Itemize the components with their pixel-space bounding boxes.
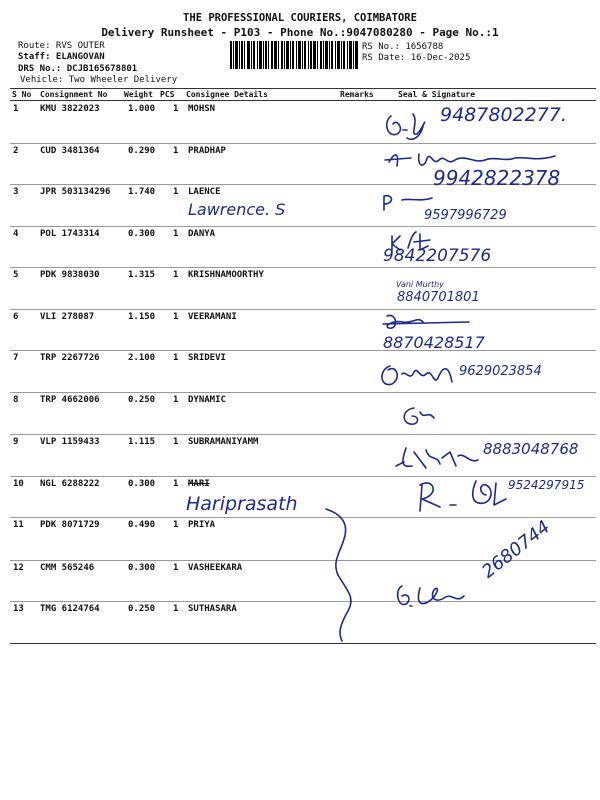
- row-divider: [10, 226, 596, 227]
- row-consignment-no: VLI 278087: [40, 312, 95, 322]
- row-consignment-no: VLP 1159433: [40, 437, 100, 447]
- table-bottom-rule: [10, 643, 596, 644]
- handwritten-row-10-name: Hariprasath: [186, 493, 298, 515]
- row-consignment-no: TRP 2267726: [40, 353, 100, 363]
- col-header-pcs: PCS: [160, 90, 175, 99]
- table-top-rule: [10, 88, 596, 89]
- handwritten-row-6: 8870428517: [383, 333, 485, 352]
- signature-row-7: [378, 358, 458, 392]
- row-pcs: 1: [173, 146, 179, 156]
- row-weight: 1.115: [128, 437, 156, 447]
- row-sno: 12: [13, 563, 24, 573]
- drs-label: DRS No.: DCJB165678801: [18, 64, 138, 74]
- row-consignment-no: POL 1743314: [40, 229, 100, 239]
- row-consignee: MOHSN: [188, 104, 216, 114]
- company-title: THE PROFESSIONAL COURIERS, COIMBATORE: [183, 12, 417, 24]
- table-header-rule: [10, 100, 596, 101]
- signature-row-8: [400, 404, 440, 430]
- row-weight: 2.100: [128, 353, 156, 363]
- row-weight: 1.000: [128, 104, 156, 114]
- vehicle-label: Vehicle: Two Wheeler Delivery: [20, 75, 178, 85]
- row-pcs: 1: [173, 312, 179, 322]
- row-pcs: 1: [173, 604, 179, 614]
- row-divider: [10, 267, 596, 268]
- col-header-weight: Weight: [124, 90, 153, 99]
- row-consignee: VEERAMANI: [188, 312, 237, 322]
- handwritten-row-5-name: Vani Murthy: [396, 280, 444, 289]
- row-consignee: MARI: [188, 479, 210, 489]
- ditto-bracket: [318, 505, 368, 645]
- signature-row-9: [392, 444, 482, 474]
- row-consignee: SUBRAMANIYAMM: [188, 437, 259, 447]
- row-pcs: 1: [173, 479, 179, 489]
- col-header-sno: S No: [12, 90, 32, 99]
- handwritten-row-5-phone: 8840701801: [397, 290, 480, 305]
- row-consignment-no: TRP 4662006: [40, 395, 100, 405]
- row-pcs: 1: [173, 353, 179, 363]
- row-weight: 0.290: [128, 146, 156, 156]
- runsheet-subtitle: Delivery Runsheet - P103 - Phone No.:9047080280 - Page No.:1: [101, 26, 499, 39]
- row-divider: [10, 434, 596, 435]
- row-weight: 0.250: [128, 395, 156, 405]
- col-header-consignee: Consignee Details: [186, 90, 268, 99]
- row-sno: 5: [13, 270, 19, 280]
- row-pcs: 1: [173, 520, 179, 530]
- row-divider: [10, 392, 596, 393]
- row-weight: 0.300: [128, 229, 156, 239]
- row-divider: [10, 601, 596, 602]
- row-consignee: LAENCE: [188, 187, 221, 197]
- rs-date: RS Date: 16-Dec-2025: [362, 53, 471, 63]
- row-divider: [10, 517, 596, 518]
- row-consignment-no: KMU 3822023: [40, 104, 100, 114]
- staff-label: Staff: ELANGOVAN: [18, 52, 105, 62]
- handwritten-row-7: 9629023854: [459, 364, 542, 379]
- row-sno: 7: [13, 353, 19, 363]
- row-divider: [10, 309, 596, 310]
- row-sno: 1: [13, 104, 19, 114]
- row-consignment-no: PDK 9838030: [40, 270, 100, 280]
- handwritten-row-3-name: Lawrence. S: [188, 200, 286, 219]
- signature-row-13: [394, 578, 474, 614]
- row-weight: 0.490: [128, 520, 156, 530]
- row-pcs: 1: [173, 395, 179, 405]
- row-pcs: 1: [173, 437, 179, 447]
- route-label: Route: RVS OUTER: [18, 41, 105, 51]
- signature-row-1: [383, 108, 443, 142]
- barcode-image: [230, 41, 358, 69]
- handwritten-row-4: 9842207576: [383, 246, 492, 266]
- row-consignment-no: CUD 3481364: [40, 146, 100, 156]
- row-consignee: SRIDEVI: [188, 353, 226, 363]
- row-sno: 11: [13, 520, 24, 530]
- row-consignment-no: TMG 6124764: [40, 604, 100, 614]
- row-pcs: 1: [173, 270, 179, 280]
- handwritten-row-9: 8883048768: [483, 440, 579, 458]
- row-sno: 3: [13, 187, 19, 197]
- row-consignment-no: NGL 6288222: [40, 479, 100, 489]
- handwritten-row-2: 9942822378: [433, 166, 561, 190]
- row-pcs: 1: [173, 229, 179, 239]
- handwritten-row-3-phone: 9597996729: [424, 208, 507, 223]
- row-weight: 0.250: [128, 604, 156, 614]
- row-pcs: 1: [173, 563, 179, 573]
- row-weight: 1.740: [128, 187, 156, 197]
- row-consignment-no: PDK 8071729: [40, 520, 100, 530]
- row-sno: 6: [13, 312, 19, 322]
- row-sno: 13: [13, 604, 24, 614]
- signature-row-6: [383, 312, 473, 332]
- col-header-consignment: Consignment No: [40, 90, 108, 99]
- row-consignment-no: CMM 565246: [40, 563, 95, 573]
- handwritten-row-10-phone: 9524297915: [508, 478, 585, 492]
- row-consignee: PRADHAP: [188, 146, 226, 156]
- signature-row-10: [410, 475, 520, 517]
- row-consignee: PRIYA: [188, 520, 216, 530]
- col-header-remarks: Remarks: [340, 90, 374, 99]
- row-consignment-no: JPR 503134296: [40, 187, 111, 197]
- row-sno: 10: [13, 479, 24, 489]
- row-sno: 8: [13, 395, 19, 405]
- row-pcs: 1: [173, 104, 179, 114]
- row-weight: 0.300: [128, 479, 156, 489]
- row-weight: 1.315: [128, 270, 156, 280]
- handwritten-row-1: 9487802277.: [440, 104, 567, 126]
- row-sno: 4: [13, 229, 19, 239]
- row-weight: 0.300: [128, 563, 156, 573]
- row-sno: 2: [13, 146, 19, 156]
- row-divider: [10, 143, 596, 144]
- row-divider: [10, 350, 596, 351]
- row-consignee: DYNAMIC: [188, 395, 226, 405]
- row-consignee: DANYA: [188, 229, 216, 239]
- row-consignee: SUTHASARA: [188, 604, 237, 614]
- row-consignee: VASHEEKARA: [188, 563, 243, 573]
- row-pcs: 1: [173, 187, 179, 197]
- row-weight: 1.150: [128, 312, 156, 322]
- rs-number: RS No.: 1656788: [362, 42, 444, 52]
- row-consignee: KRISHNAMOORTHY: [188, 270, 264, 280]
- row-sno: 9: [13, 437, 19, 447]
- handwritten-row-13: 2680744: [478, 516, 555, 583]
- col-header-signature: Seal & Signature: [398, 90, 476, 99]
